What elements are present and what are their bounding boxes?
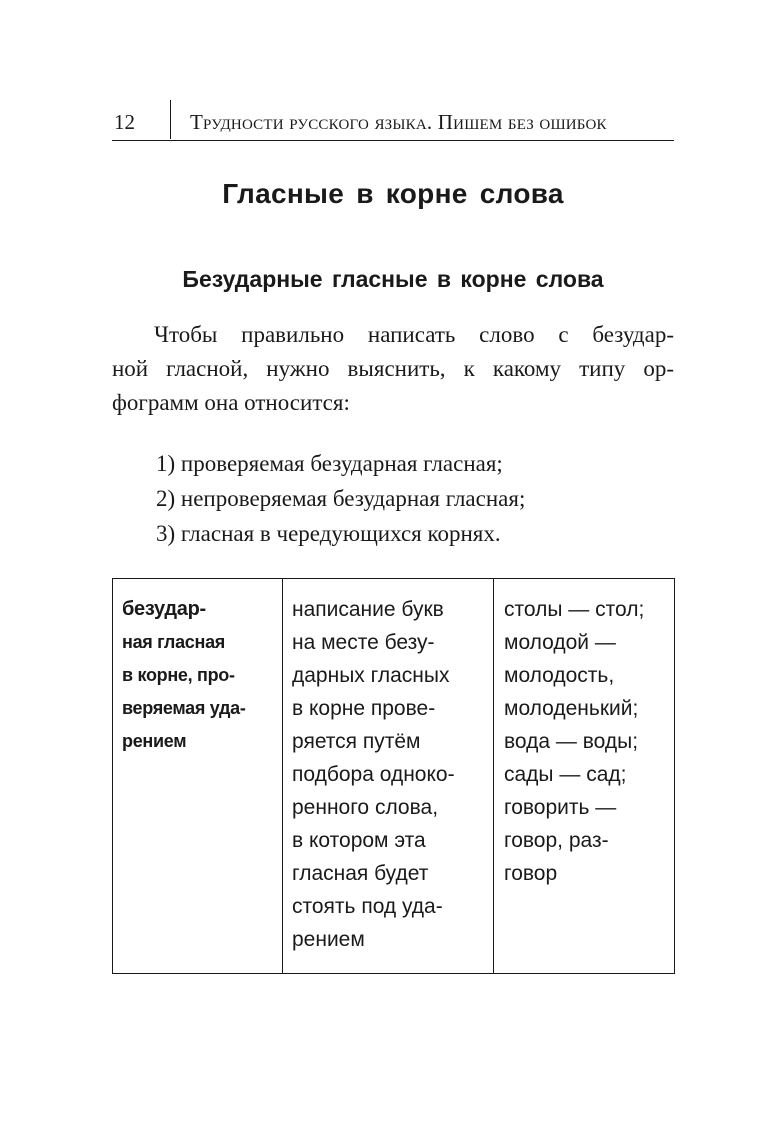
running-header [112, 100, 674, 141]
example-line: говор, раз- [504, 829, 609, 852]
running-title: Трудности русского языка. Пишем без ошибок [190, 110, 607, 134]
list-item: 2) непроверяемая безударная гласная; [156, 486, 526, 511]
list-item: 1) проверяемая безударная гласная; [156, 451, 503, 476]
example-line: вода — воды; [504, 730, 639, 753]
page-number: 12 [114, 110, 135, 134]
term-line: веряемая уда- [122, 698, 246, 718]
example-line: говор [504, 862, 558, 885]
description-line: написание букв [292, 598, 444, 621]
description-line: дарных гласных [292, 664, 450, 687]
examples-cell [494, 579, 675, 974]
table-row [113, 579, 675, 974]
description-line: в корне прове- [292, 697, 436, 720]
example-line: сады — сад; [504, 763, 627, 786]
orthogram-types-list [156, 446, 525, 551]
example-line: говорить — [504, 796, 617, 819]
term-line: безудар- [122, 598, 206, 620]
term-line: в корне, про- [122, 665, 235, 685]
example-line: молоденький; [504, 697, 639, 720]
term-line: рением [122, 731, 187, 751]
description-line: в котором эта [292, 829, 426, 852]
intro-paragraph [112, 318, 674, 420]
rules-table [112, 578, 675, 974]
term-line: ная гласная [122, 632, 225, 652]
description-line: гласная будет [292, 862, 429, 885]
description-line: стоять под уда- [292, 895, 443, 918]
description-line: подбора одноко- [292, 763, 455, 786]
intro-line: фограмм она относится: [112, 390, 350, 415]
example-line: молодость, [504, 664, 615, 687]
description-line: ренного слова, [292, 796, 439, 819]
list-item: 3) гласная в чередующихся корнях. [156, 521, 501, 546]
intro-line: ной гласной, нужно выяснить, к какому типу ор- [112, 356, 674, 381]
header-divider [170, 100, 171, 139]
description-line: рением [292, 928, 365, 951]
description-line: ряется путём [292, 730, 421, 753]
intro-line: Чтобы правильно написать слово с безудар- [154, 322, 674, 347]
chapter-title: Гласные в корне слова [222, 178, 564, 209]
description-cell [283, 579, 494, 974]
example-line: молодой — [504, 631, 616, 654]
description-line: на месте безу- [292, 631, 435, 654]
term-cell [113, 579, 283, 974]
section-title: Безударные гласные в корне слова [182, 266, 604, 292]
example-line: столы — стол; [504, 598, 645, 621]
